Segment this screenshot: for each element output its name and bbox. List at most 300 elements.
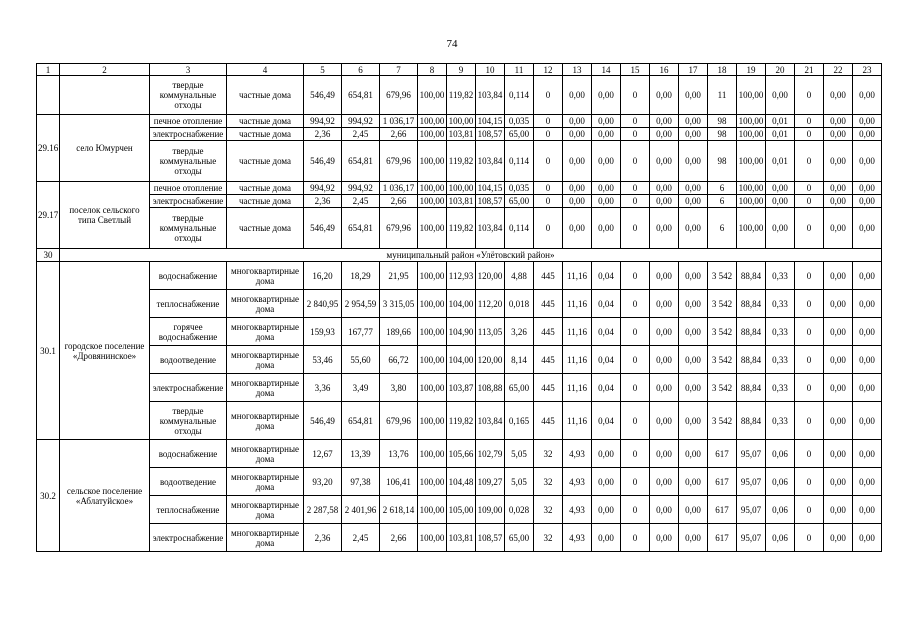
table-cell: многоквартирные дома [227, 440, 304, 468]
table-cell: 0,114 [505, 208, 534, 249]
table-cell: 5,05 [505, 440, 534, 468]
table-cell: 0,06 [766, 440, 795, 468]
table-cell: 994,92 [304, 182, 342, 195]
table-cell: 2,36 [304, 195, 342, 208]
table-cell: 0 [621, 128, 650, 141]
table-cell: 88,84 [737, 262, 766, 290]
table-cell: 0,00 [650, 374, 679, 402]
table-row [37, 76, 882, 115]
table-cell: 0,33 [766, 290, 795, 318]
table-cell: 0,00 [679, 402, 708, 440]
column-number: 23 [853, 64, 882, 76]
table-cell: горячее водоснабжение [150, 318, 227, 346]
table-cell: 0,04 [592, 262, 621, 290]
table-cell: 654,81 [342, 141, 380, 182]
table-cell: 103,84 [476, 402, 505, 440]
table-cell: 0,00 [650, 262, 679, 290]
table-row [37, 374, 882, 402]
table-cell: 6 [708, 182, 737, 195]
table-cell: 120,00 [476, 262, 505, 290]
table-cell: 0,00 [563, 115, 592, 128]
table-cell: 95,07 [737, 496, 766, 524]
table-cell: 100,00 [737, 128, 766, 141]
table-cell: 5,05 [505, 468, 534, 496]
table-cell: 100,00 [418, 208, 447, 249]
table-cell: 0,00 [563, 195, 592, 208]
table-cell: 0,00 [679, 195, 708, 208]
table-cell: 617 [708, 440, 737, 468]
table-cell: 0,04 [592, 318, 621, 346]
table-cell: твердые коммунальные отходы [150, 141, 227, 182]
table-cell: электроснабжение [150, 128, 227, 141]
table-cell: 0,00 [853, 115, 882, 128]
table-cell: 0 [621, 318, 650, 346]
table-cell: 3 542 [708, 318, 737, 346]
table-cell: водоснабжение [150, 262, 227, 290]
table-cell: 0,00 [853, 468, 882, 496]
table-cell: частные дома [227, 115, 304, 128]
table-cell: многоквартирные дома [227, 468, 304, 496]
table-cell: многоквартирные дома [227, 374, 304, 402]
table-cell: 8,14 [505, 346, 534, 374]
table-row [37, 128, 882, 141]
table-cell: 0,00 [650, 440, 679, 468]
table-cell: электроснабжение [150, 374, 227, 402]
table-cell: 0 [795, 115, 824, 128]
table-cell: 105,00 [447, 496, 476, 524]
table-cell: 0,00 [592, 115, 621, 128]
table-cell: 0,00 [766, 208, 795, 249]
table-cell: 100,00 [418, 374, 447, 402]
table-cell: 0,00 [650, 290, 679, 318]
table-cell: 0,04 [592, 290, 621, 318]
table-cell: 0,00 [824, 141, 853, 182]
table-cell: 119,82 [447, 141, 476, 182]
table-cell: 0,00 [824, 440, 853, 468]
table-cell: твердые коммунальные отходы [150, 402, 227, 440]
table-cell: 0,00 [853, 195, 882, 208]
table-cell: 95,07 [737, 468, 766, 496]
table-cell: 0,00 [563, 141, 592, 182]
table-cell: 0,00 [853, 440, 882, 468]
column-number: 18 [708, 64, 737, 76]
table-cell: 106,41 [380, 468, 418, 496]
table-cell: 0,00 [679, 115, 708, 128]
table-cell: 0 [534, 128, 563, 141]
table-cell: 3 542 [708, 262, 737, 290]
table-cell: 0,00 [679, 524, 708, 552]
table-cell: многоквартирные дома [227, 402, 304, 440]
table-cell: 108,57 [476, 524, 505, 552]
table-cell: 100,00 [737, 208, 766, 249]
table-cell: 445 [534, 318, 563, 346]
table-cell: электроснабжение [150, 524, 227, 552]
table-cell: 16,20 [304, 262, 342, 290]
table-cell: 0,00 [592, 141, 621, 182]
table-cell: многоквартирные дома [227, 524, 304, 552]
table-cell: 617 [708, 524, 737, 552]
table-cell: 0,00 [563, 76, 592, 115]
table-cell: 0 [621, 195, 650, 208]
table-cell: 0,00 [679, 128, 708, 141]
table-cell: 0,00 [766, 182, 795, 195]
table-cell: 0,00 [592, 524, 621, 552]
table-cell: 0,00 [679, 496, 708, 524]
table-cell: 0 [621, 524, 650, 552]
column-number: 13 [563, 64, 592, 76]
table-cell: 100,00 [737, 115, 766, 128]
table-cell: 29.17 [37, 182, 60, 249]
table-cell: 654,81 [342, 402, 380, 440]
table-cell: 108,57 [476, 195, 505, 208]
table-cell [37, 76, 60, 115]
column-number: 16 [650, 64, 679, 76]
table-cell: 0,06 [766, 496, 795, 524]
table-cell: 546,49 [304, 208, 342, 249]
table-cell: 0 [795, 524, 824, 552]
table-cell: 0 [534, 195, 563, 208]
table-cell: 654,81 [342, 208, 380, 249]
table-cell: 55,60 [342, 346, 380, 374]
table-cell: 445 [534, 346, 563, 374]
table-cell: 100,00 [418, 141, 447, 182]
table-cell: 0,00 [650, 208, 679, 249]
table-cell: 0,00 [824, 524, 853, 552]
tariff-table [36, 63, 882, 552]
table-cell: 0,00 [853, 182, 882, 195]
table-cell: 0 [621, 208, 650, 249]
table-cell: 0,00 [853, 141, 882, 182]
table-cell: 0,00 [679, 346, 708, 374]
table-cell: 103,81 [447, 128, 476, 141]
table-cell: 0 [534, 182, 563, 195]
table-cell: 0 [534, 141, 563, 182]
table-cell: село Юмурчен [60, 115, 150, 182]
table-cell: 100,00 [418, 262, 447, 290]
table-cell: частные дома [227, 195, 304, 208]
table-cell: 2 287,58 [304, 496, 342, 524]
table-cell: 0,00 [650, 76, 679, 115]
column-number: 4 [227, 64, 304, 76]
table-cell: 0,165 [505, 402, 534, 440]
section-title: муниципальный район «Улётовский район» [60, 249, 882, 262]
table-cell: 112,20 [476, 290, 505, 318]
table-cell: 0 [795, 208, 824, 249]
table-cell: 100,00 [737, 182, 766, 195]
table-cell: 100,00 [418, 115, 447, 128]
table-cell: 18,29 [342, 262, 380, 290]
table-cell: 0 [795, 402, 824, 440]
table-cell: 11,16 [563, 402, 592, 440]
table-cell: 0,00 [824, 374, 853, 402]
table-cell: 1 036,17 [380, 182, 418, 195]
table-cell: 0,06 [766, 524, 795, 552]
table-cell: 21,95 [380, 262, 418, 290]
table-cell: 0 [534, 76, 563, 115]
table-cell: 0,00 [679, 76, 708, 115]
table-cell: 0,00 [766, 76, 795, 115]
table-cell: 0,00 [592, 182, 621, 195]
table-cell: 0,01 [766, 128, 795, 141]
table-cell: 11,16 [563, 346, 592, 374]
table-cell: 2,36 [304, 524, 342, 552]
table-cell: 100,00 [737, 195, 766, 208]
column-number: 12 [534, 64, 563, 76]
table-cell: 0 [621, 290, 650, 318]
table-cell: 3 542 [708, 374, 737, 402]
table-cell: 0 [534, 115, 563, 128]
table-cell: 617 [708, 496, 737, 524]
table-cell: 120,00 [476, 346, 505, 374]
table-cell: 0,04 [592, 402, 621, 440]
table-row [37, 115, 882, 128]
table-cell: 0,00 [592, 468, 621, 496]
table-row [37, 141, 882, 182]
table-cell: 0,00 [592, 208, 621, 249]
table-cell: 0,33 [766, 402, 795, 440]
column-number: 15 [621, 64, 650, 76]
table-cell: 0 [621, 141, 650, 182]
table-cell: 32 [534, 468, 563, 496]
table-cell: 167,77 [342, 318, 380, 346]
table-cell: 104,90 [447, 318, 476, 346]
table-cell: 0,00 [824, 290, 853, 318]
header-row [37, 64, 882, 76]
table-cell: 0,00 [853, 208, 882, 249]
table-cell: 546,49 [304, 141, 342, 182]
table-cell: 100,00 [418, 468, 447, 496]
table-cell: 0 [621, 374, 650, 402]
table-cell: 0,04 [592, 346, 621, 374]
table-cell: 0,00 [650, 141, 679, 182]
column-number: 5 [304, 64, 342, 76]
table-cell: 0,00 [679, 182, 708, 195]
table-cell: 0,00 [853, 76, 882, 115]
table-cell: 0,00 [824, 496, 853, 524]
table-cell: 0,00 [853, 346, 882, 374]
table-cell: твердые коммунальные отходы [150, 208, 227, 249]
table-cell: 0 [795, 262, 824, 290]
section-row [37, 249, 882, 262]
table-cell: 11,16 [563, 290, 592, 318]
table-cell: 679,96 [380, 208, 418, 249]
table-cell: 0 [621, 115, 650, 128]
table-cell: 113,05 [476, 318, 505, 346]
table-cell: 0 [621, 440, 650, 468]
table-cell: 103,81 [447, 524, 476, 552]
table-cell: 0,00 [853, 524, 882, 552]
table-cell: 0,00 [824, 115, 853, 128]
table-cell: 0 [795, 346, 824, 374]
table-cell: 0,00 [853, 402, 882, 440]
table-cell: 4,93 [563, 524, 592, 552]
table-cell: 3 542 [708, 290, 737, 318]
table-cell: 0 [621, 496, 650, 524]
table-cell: 100,00 [737, 76, 766, 115]
table-cell: 102,79 [476, 440, 505, 468]
table-cell: 2 954,59 [342, 290, 380, 318]
table-cell: теплоснабжение [150, 496, 227, 524]
table-cell: 0,00 [563, 182, 592, 195]
table-cell: 11,16 [563, 262, 592, 290]
table-cell: 0,00 [650, 318, 679, 346]
column-number: 21 [795, 64, 824, 76]
table-cell: 6 [708, 208, 737, 249]
table-cell: 0,33 [766, 262, 795, 290]
table-cell: 0 [795, 182, 824, 195]
table-cell: 0 [621, 346, 650, 374]
table-cell: водоотведение [150, 346, 227, 374]
table-cell: 2,45 [342, 128, 380, 141]
table-cell: 30.1 [37, 262, 60, 440]
table-cell: 0,00 [679, 374, 708, 402]
table-cell: 0,00 [650, 182, 679, 195]
column-number: 22 [824, 64, 853, 76]
table-cell: 1 036,17 [380, 115, 418, 128]
table-cell: 13,39 [342, 440, 380, 468]
table-cell: 546,49 [304, 76, 342, 115]
table-cell: 98 [708, 115, 737, 128]
table-cell: 95,07 [737, 440, 766, 468]
table-cell: 100,00 [418, 290, 447, 318]
table-cell: многоквартирные дома [227, 318, 304, 346]
page-number: 74 [446, 38, 458, 50]
table-cell: 445 [534, 262, 563, 290]
table-cell: многоквартирные дома [227, 262, 304, 290]
table-cell: 104,00 [447, 346, 476, 374]
table-cell: 0 [621, 402, 650, 440]
table-row [37, 318, 882, 346]
table-cell: 32 [534, 440, 563, 468]
table-cell: 3,80 [380, 374, 418, 402]
table-cell: 100,00 [418, 318, 447, 346]
table-cell: 103,87 [447, 374, 476, 402]
table-cell: 100,00 [418, 195, 447, 208]
table-cell: 0,00 [853, 262, 882, 290]
table-cell: 98 [708, 141, 737, 182]
table-cell: многоквартирные дома [227, 290, 304, 318]
table-cell: 0,00 [679, 318, 708, 346]
table-cell: 0,114 [505, 141, 534, 182]
table-cell: 0 [795, 318, 824, 346]
table-cell: 0 [621, 468, 650, 496]
table-cell: 29.16 [37, 115, 60, 182]
table-cell: 0 [795, 440, 824, 468]
table-row [37, 208, 882, 249]
table-cell: 88,84 [737, 290, 766, 318]
table-cell: 0,00 [592, 496, 621, 524]
table-cell: городское поселение «Дровянинское» [60, 262, 150, 440]
table-cell: 119,82 [447, 402, 476, 440]
table-cell: частные дома [227, 76, 304, 115]
table-cell: 679,96 [380, 141, 418, 182]
table-cell: 0,00 [824, 182, 853, 195]
table-cell: 0,00 [824, 346, 853, 374]
table-cell: 100,00 [418, 496, 447, 524]
table-cell: 4,88 [505, 262, 534, 290]
table-cell: 0,04 [592, 374, 621, 402]
table-cell: 6 [708, 195, 737, 208]
table-cell: 119,82 [447, 76, 476, 115]
column-number: 9 [447, 64, 476, 76]
table-cell: 100,00 [418, 346, 447, 374]
table-body [37, 64, 882, 552]
table-cell: 3,36 [304, 374, 342, 402]
table-row [37, 290, 882, 318]
table-cell: 65,00 [505, 374, 534, 402]
table-cell: 2,36 [304, 128, 342, 141]
table-row [37, 496, 882, 524]
table-cell: 30 [37, 249, 60, 262]
table-cell: 445 [534, 290, 563, 318]
table-cell: 0,00 [650, 195, 679, 208]
table-cell: 0,33 [766, 318, 795, 346]
table-cell: 109,27 [476, 468, 505, 496]
table-cell: 0,035 [505, 182, 534, 195]
table-cell: 0,00 [650, 402, 679, 440]
table-cell: 0,00 [650, 115, 679, 128]
table-cell: 2 840,95 [304, 290, 342, 318]
table-cell [60, 76, 150, 115]
table-cell: 0,00 [679, 290, 708, 318]
table-cell: 0,114 [505, 76, 534, 115]
table-cell: 0 [795, 374, 824, 402]
table-cell: 0,00 [563, 208, 592, 249]
table-cell: 2 401,96 [342, 496, 380, 524]
table-cell: 0,00 [592, 76, 621, 115]
table-cell: 2,45 [342, 195, 380, 208]
table-row [37, 195, 882, 208]
table-row [37, 402, 882, 440]
table-cell: 11,16 [563, 318, 592, 346]
table-cell: печное отопление [150, 182, 227, 195]
table-cell: 2,66 [380, 524, 418, 552]
table-cell: 0,00 [824, 318, 853, 346]
table-cell: 112,93 [447, 262, 476, 290]
table-row [37, 468, 882, 496]
table-cell: 0,00 [824, 76, 853, 115]
column-number: 8 [418, 64, 447, 76]
table-cell: 0,33 [766, 346, 795, 374]
table-cell: 0 [795, 128, 824, 141]
table-cell: 3 542 [708, 346, 737, 374]
column-number: 17 [679, 64, 708, 76]
table-cell: водоотведение [150, 468, 227, 496]
table-cell: 11,16 [563, 374, 592, 402]
table-cell: 189,66 [380, 318, 418, 346]
table-cell: 4,93 [563, 468, 592, 496]
table-cell: 994,92 [342, 115, 380, 128]
table-cell: 0 [621, 76, 650, 115]
table-cell: 0 [534, 208, 563, 249]
table-cell: 0,01 [766, 115, 795, 128]
table-cell: 3 542 [708, 402, 737, 440]
table-cell: 0,00 [679, 440, 708, 468]
table-cell: 103,84 [476, 76, 505, 115]
table-cell: многоквартирные дома [227, 346, 304, 374]
column-number: 2 [60, 64, 150, 76]
table-cell: теплоснабжение [150, 290, 227, 318]
table-cell: 100,00 [418, 76, 447, 115]
table-cell: 0,00 [592, 440, 621, 468]
table-cell: 100,00 [418, 128, 447, 141]
column-number: 1 [37, 64, 60, 76]
table-cell: 0,00 [679, 262, 708, 290]
column-number: 10 [476, 64, 505, 76]
table-cell: 109,00 [476, 496, 505, 524]
table-cell: 0,00 [824, 208, 853, 249]
table-cell: 0 [621, 262, 650, 290]
